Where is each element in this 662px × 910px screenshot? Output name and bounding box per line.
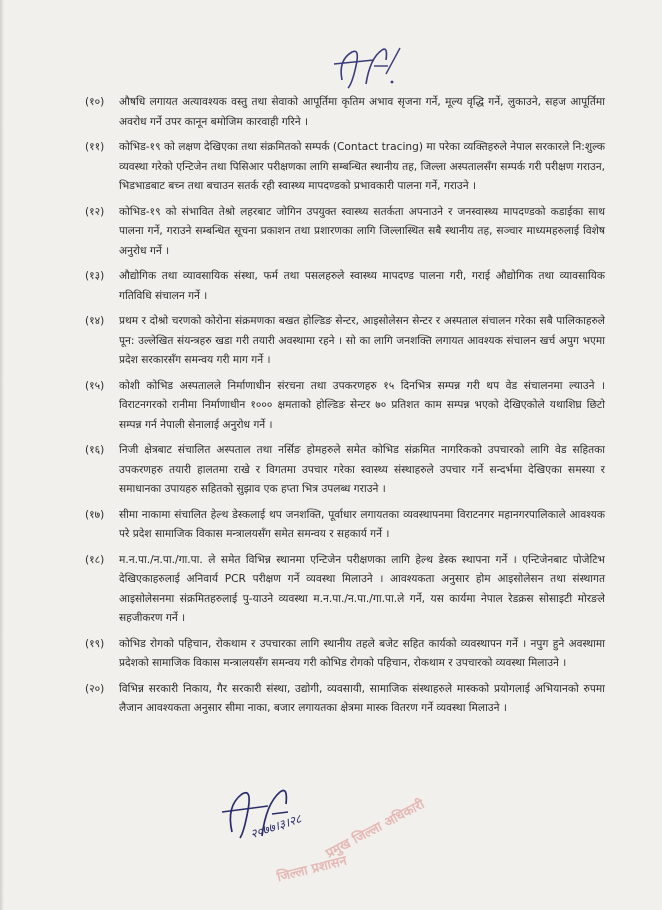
signature-date: २०७७।३।२८ — [248, 811, 304, 842]
item-number: (२०) — [85, 682, 105, 695]
item-number: (११) — [85, 141, 105, 153]
item-text: कोभिड-१९ को लक्षण देखिएका तथा संक्रमितको सम्पर्क (Contact tracing) मा परेका व्यक्तिहरुले नेपाल सरकारले नि:शुल्क व्यवस्था गरेको एन्टिजेन तथा पिसिआर परीक्षणका लागि सम्बन्धित स्थानीय तह, जिल्ला अस्पतालसँग सम्पर्क गरी परीक्षण गराउन, भिडभाडबाट बच्न तथा बचाउन सतर्क रही स्वास्थ्य मापदण्डको प्रभावकारी पालना गर्ने, गराउने । — [119, 141, 605, 192]
item-number: (१६) — [85, 444, 105, 456]
item-number: (१४) — [85, 315, 105, 327]
list-item — [85, 267, 605, 306]
item-text: निजी क्षेत्रबाट संचालित अस्पताल तथा नर्सिङ होमहरुले समेत कोभिड संक्रमित नागरिकको उपचारको लागि वेड सहितका उपकरणहरु तयारी हालतमा राखे र विगतमा उपचार गरेका स्वास्थ्य संस्थाहरुले उपचार गर्ने सन्दर्भमा देखिएका समस्या र समाधानका उपायहरु सहितको सुझाव एक हप्ता भित्र उपलब्ध गराउने । — [119, 444, 605, 495]
list-item — [85, 506, 605, 545]
signature-top — [330, 40, 410, 95]
list-item — [85, 377, 605, 436]
item-number: (१५) — [85, 379, 105, 392]
item-text: कोशी कोभिड अस्पतालले निर्माणाधीन संरचना तथा उपकरणहरु १५ दिनभित्र सम्पन्न गरी थप वेड संचालनमा ल्याउने । विराटनगरको रानीमा निर्माणाधीन १००० क्षमताको होल्डिङ सेन्टर ७० प्रतिशत काम सम्पन्न भएको देखिएकोले यथाशिघ्र छिटो सम्पन्न गर्न नेपाली सेनालाई अनुरोध गर्ने । — [119, 379, 605, 431]
list-item — [85, 203, 605, 262]
item-number: (१३) — [85, 270, 105, 282]
list-item — [85, 312, 605, 371]
item-text: कोभिड रोगको पहिचान, रोकथाम र उपचारका लागि स्थानीय तहले बजेट सहित कार्यको व्यवस्थापन गर्ने । नपुग हुने अवस्थामा प्रदेशको सामाजिक विकास मन्त्रालयसँग समन्वय गरी कोभिड रोगको पहिचान, रोकथाम र उपचारको व्यवस्था मिलाउने । — [119, 637, 605, 669]
notice-body — [85, 93, 605, 725]
item-text: सीमा नाकामा संचालित हेल्थ डेस्कलाई थप जनशक्ति, पूर्वाधार लगायतका व्यवस्थापनमा विराटनगर महानगरपालिकाले आवश्यक परे प्रदेश सामाजिक विकास मन्त्रालयसँग समेत समन्वय र सहकार्य गर्ने । — [119, 508, 605, 540]
item-text: कोभिड-१९ को संभावित तेश्रो लहरबाट जोगिन उपयुक्त स्वास्थ्य सतर्कता अपनाउने र जनस्वास्थ्य मापदण्डको कडाईका साथ पालना गर्ने, गराउने सम्बन्धित सूचना प्रकाशन तथा प्रशारणका लागि जिल्लास्थित सबै स्थानीय तह, सञ्चार माध्यमहरुलाई विशेष अनुरोध गर्ने । — [119, 205, 605, 257]
item-text: औषधि लगायत अत्यावश्यक वस्तु तथा सेवाको आपूर्तिमा कृतिम अभाव सृजना गर्ने, मूल्य वृद्धि गर्ने, लुकाउने, सहज आपूर्तिमा अवरोध गर्ने उपर कानून बमोजिम कारवाही गरिने । — [119, 96, 605, 128]
item-text: विभिन्न सरकारी निकाय, गैर सरकारी संस्था, उद्योगी, व्यवसायी, सामाजिक संस्थाहरुले मास्कको प्रयोगलाई अभियानको रुपमा लैजान आवश्यकता अनुसार सीमा नाका, बजार लगायतका क्षेत्रमा मास्क वितरण गर्ने व्यवस्था मिलाउने । — [119, 682, 605, 714]
list-item — [85, 551, 605, 629]
item-text: म.न.पा./न.पा./गा.पा. ले समेत विभिन्न स्थानमा एन्टिजेन परीक्षणका लागि हेल्थ डेस्क स्थापना गर्ने । एन्टिजेनबाट पोजेटिभ देखिएकाहरुलाई अनिवार्य PCR परीक्षण गर्ने व्यवस्था मिलाउने । आवश्यकता अनुसार होम आइसोलेसन तथा संस्थागत आइसोलेसनमा संक्रमितहरुलाई पु-याउने व्यवस्था म.न.पा./न.पा./गा.पा.ले गर्ने, यस कार्यमा नेपाल रेडक्रस सोसाइटी मोरङले सहजीकरण गर्ने । — [119, 553, 605, 624]
list-item — [85, 635, 605, 674]
list-item — [85, 441, 605, 500]
stamp-text-line2: जिल्ला प्रशासन — [275, 853, 349, 886]
list-item — [85, 680, 605, 719]
item-number: (१९) — [85, 637, 105, 650]
list-item — [85, 93, 605, 132]
stamp-text-line1: प्रमुख जिल्ला अधिकारी — [323, 797, 428, 862]
item-number: (१७) — [85, 508, 105, 521]
item-text: औद्योगिक तथा व्यावसायिक संस्था, फर्म तथा पसलहरुले स्वास्थ्य मापदण्ड पालना गरी, गराई औद्योगिक तथा व्यावसायिक गतिविधि संचालन गर्ने । — [119, 270, 605, 302]
item-text: प्रथम र दोश्रो चरणको कोरोना संक्रमणका बखत होल्डिङ सेन्टर, आइसोलेसन सेन्टर र अस्पताल संचालन गरेका सबै पालिकाहरुले पून: उल्लेखित संयन्त्रहरु खडा गरी तयारी अवस्थामा रहने । सो का लागि जनशक्ति लगायत आवश्यक संचालन खर्च अपुग भएमा प्रदेश सरकारसँग समन्वय गरी माग गर्ने । — [119, 315, 605, 366]
item-number: (१८) — [85, 553, 105, 566]
item-number: (१२) — [85, 205, 105, 218]
item-number: (१०) — [85, 96, 105, 108]
list-item — [85, 138, 605, 197]
